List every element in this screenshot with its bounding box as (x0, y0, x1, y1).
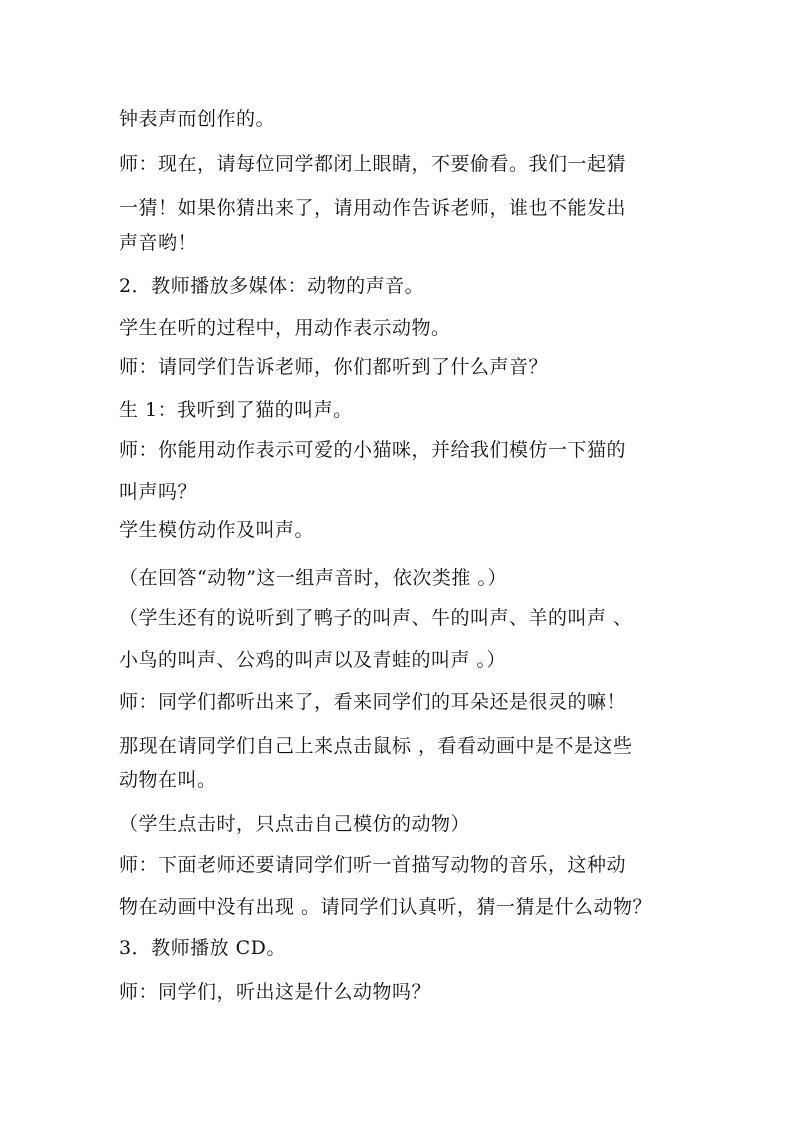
text-line: 生 1：我听到了猫的叫声。 (119, 399, 353, 421)
text-line: （学生还有的说听到了鸭子的叫声、牛的叫声、羊的叫声 、 (119, 607, 633, 629)
text-line: 学生在听的过程中，用动作表示动物。 (119, 317, 451, 339)
text-line: 一猜！如果你猜出来了，请用动作告诉老师，谁也不能发出 (119, 197, 627, 219)
text-line: 师：请同学们告诉老师，你们都听到了什么声音？ (119, 356, 549, 378)
text-line: （学生点击时，只点击自己模仿的动物） (119, 813, 471, 835)
text-line: 师：同学们都听出来了，看来同学们的耳朵还是很灵的嘛！ (119, 691, 627, 713)
text-line: 声音哟！ (119, 232, 198, 254)
text-line: （在回答“动物”这一组声音时，依次类推 。） (119, 567, 507, 589)
text-line: 动物在叫。 (119, 769, 217, 791)
text-line: 2．教师播放多媒体：动物的声音。 (119, 275, 425, 297)
text-line: 师：下面老师还要请同学们听一首描写动物的音乐，这种动 (119, 854, 627, 876)
text-line: 叫声吗？ (119, 481, 198, 503)
text-line: 钟表声而创作的。 (119, 108, 276, 130)
text-line: 那现在请同学们自己上来点击鼠标 ，看看动画中是不是这些 (119, 735, 633, 757)
text-line: 师：同学们，听出这是什么动物吗？ (119, 981, 432, 1003)
text-line: 3．教师播放 CD。 (119, 937, 286, 959)
text-line: 学生模仿动作及叫声。 (119, 519, 315, 541)
text-line: 师：你能用动作表示可爱的小猫咪，并给我们模仿一下猫的 (119, 439, 627, 461)
text-line: 师：现在，请每位同学都闭上眼睛，不要偷看。我们一起猜 (119, 153, 627, 175)
text-line: 小鸟的叫声、公鸡的叫声以及青蛙的叫声 。） (119, 649, 507, 671)
text-line: 物在动画中没有出现 。请同学们认真听，猜一猜是什么动物？ (119, 896, 653, 918)
